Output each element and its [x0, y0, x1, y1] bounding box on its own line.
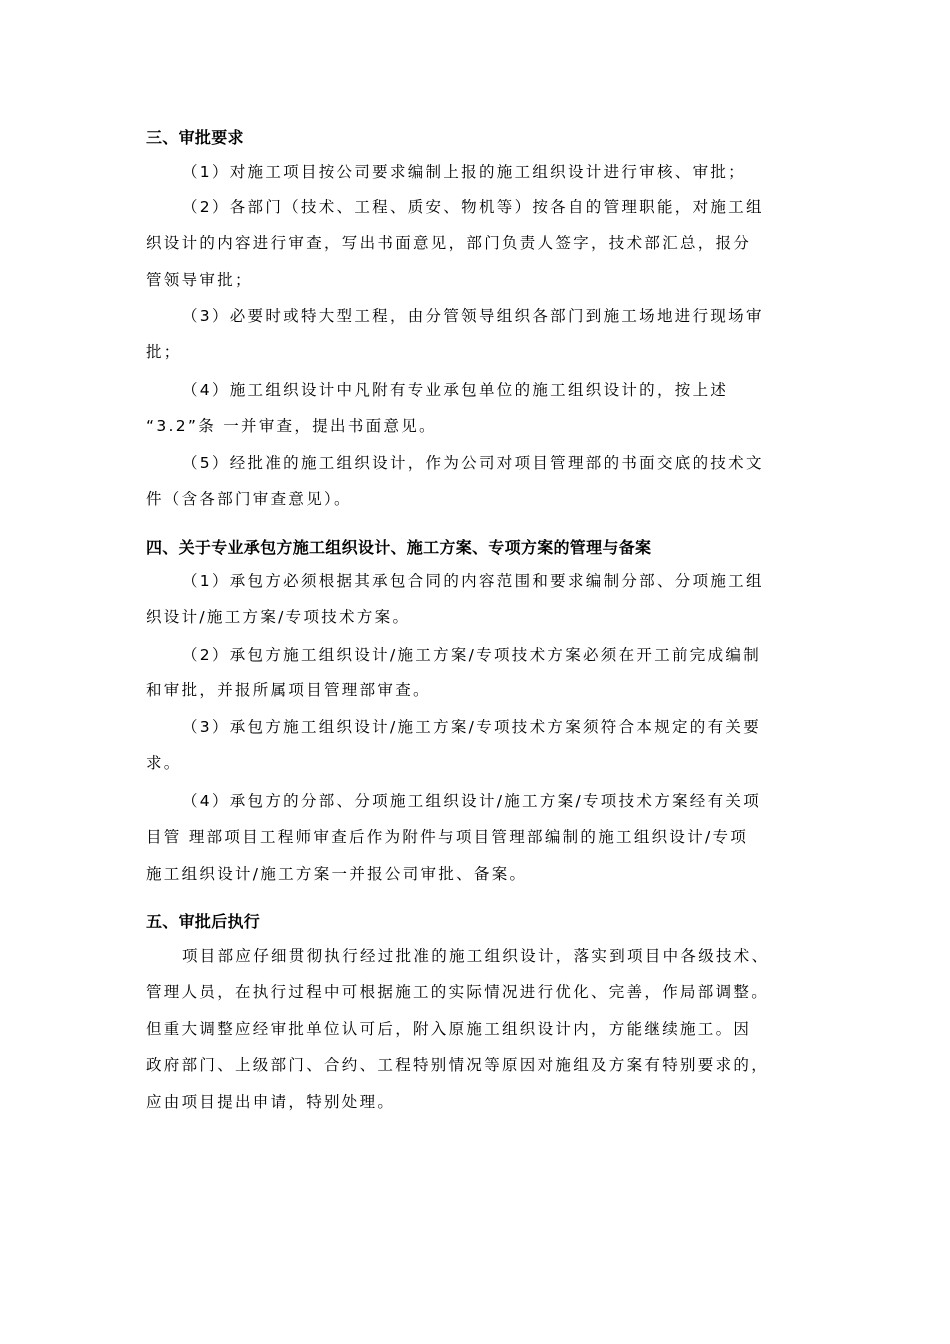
paragraph-line: 应由项目提出申请，特别处理。	[146, 1093, 396, 1111]
paragraph-line: （4）施工组织设计中凡附有专业承包单位的施工组织设计的，按上述	[182, 381, 729, 399]
paragraph-line: 管理人员，在执行过程中可根据施工的实际情况进行优化、完善，作局部调整。	[146, 983, 770, 1001]
section-heading-post-approval-execution: 五、审批后执行	[146, 912, 261, 931]
paragraph-line: 和审批，并报所属项目管理部审查。	[146, 681, 431, 699]
paragraph-line: （3）必要时或特大型工程，由分管领导组织各部门到施工场地进行现场审	[182, 307, 764, 325]
paragraph-line: （5）经批准的施工组织设计，作为公司对项目管理部的书面交底的技术文	[182, 454, 764, 472]
paragraph-line: 件（含各部门审查意见）。	[146, 490, 352, 508]
paragraph-line: “3.2”条 一并审查，提出书面意见。	[146, 417, 437, 435]
paragraph-line: 求。	[146, 754, 182, 772]
paragraph-line: 政府部门、上级部门、合约、工程特别情况等原因对施组及方案有特别要求的，	[146, 1056, 770, 1074]
paragraph-line: 织设计/施工方案/专项技术方案。	[146, 608, 411, 626]
section-heading-subcontractor-plans: 四、关于专业承包方施工组织设计、施工方案、专项方案的管理与备案	[146, 538, 652, 557]
paragraph-line: （2）承包方施工组织设计/施工方案/专项技术方案必须在开工前完成编制	[182, 646, 762, 664]
paragraph-line: （4）承包方的分部、分项施工组织设计/施工方案/专项技术方案经有关项	[182, 792, 762, 810]
paragraph-line: 项目部应仔细贯彻执行经过批准的施工组织设计，落实到项目中各级技术、	[182, 947, 770, 965]
section-heading-approval-requirements: 三、审批要求	[146, 128, 244, 147]
paragraph-line: （2）各部门（技术、工程、质安、物机等）按各自的管理职能，对施工组	[182, 198, 764, 216]
paragraph-line: （1）对施工项目按公司要求编制上报的施工组织设计进行审核、审批；	[182, 163, 746, 181]
paragraph-line: （1）承包方必须根据其承包合同的内容范围和要求编制分部、分项施工组	[182, 572, 764, 590]
paragraph-line: 批；	[146, 343, 182, 361]
paragraph-line: 管领导审批；	[146, 271, 253, 289]
paragraph-line: 织设计的内容进行审查，写出书面意见，部门负责人签字，技术部汇总，报分	[146, 234, 752, 252]
paragraph-line: （3）承包方施工组织设计/施工方案/专项技术方案须符合本规定的有关要	[182, 718, 762, 736]
paragraph-line: 但重大调整应经审批单位认可后，附入原施工组织设计内，方能继续施工。因	[146, 1020, 752, 1038]
paragraph-line: 施工组织设计/施工方案一并报公司审批、备案。	[146, 865, 528, 883]
paragraph-line: 目管 理部项目工程师审查后作为附件与项目管理部编制的施工组织设计/专项	[146, 828, 749, 846]
